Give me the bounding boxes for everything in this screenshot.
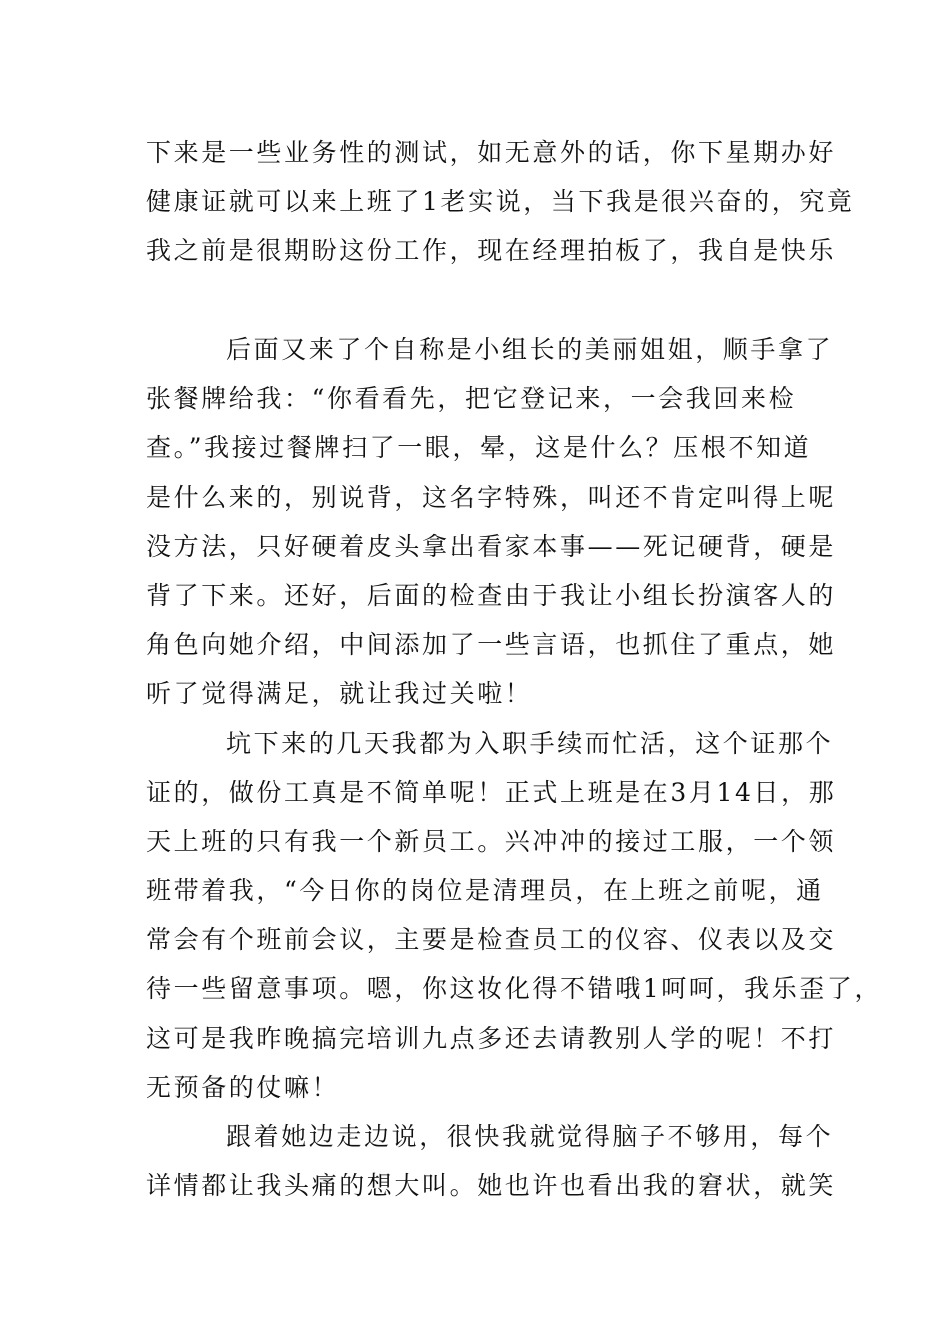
- text-line: 常会有个班前会议，主要是检查员工的仪容、仪表以及交: [146, 925, 837, 955]
- text-line: 健康证就可以来上班了1老实说，当下我是很兴奋的，究竟: [146, 187, 855, 217]
- text-line: 背了下来。还好，后面的检查由于我让小组长扮演客人的: [146, 580, 837, 610]
- text-line: 待一些留意事项。嗯，你这妆化得不错哦1呵呵，我乐歪了，: [146, 974, 883, 1004]
- text-line: 查。”我接过餐牌扫了一眼，晕，这是什么？压根不知道: [146, 433, 812, 463]
- text-line: 详情都让我头痛的想大叫。她也许也看出我的窘状，就笑: [146, 1171, 837, 1201]
- paragraph-first-line: 后面又来了个自称是小组长的美丽姐姐，顺手拿了: [226, 335, 834, 364]
- text-line: 天上班的只有我一个新员工。兴冲冲的接过工服，一个领: [146, 826, 837, 856]
- text-line: 角色向她介绍，中间添加了一些言语，也抓住了重点，她: [146, 630, 837, 660]
- paragraph-first-line: 坑下来的几天我都为入职手续而忙活，这个证那个: [226, 728, 834, 758]
- text-line: 下来是一些业务性的测试，如无意外的话，你下星期办好: [146, 138, 837, 167]
- text-block-main: [146, 325, 883, 1210]
- text-line: 张餐牌给我：“你看看先，把它登记来，一会我回来检: [146, 384, 797, 414]
- paragraph-first-line: 跟着她边走边说，很快我就觉得脑子不够用，每个: [226, 1122, 834, 1151]
- text-line: 听了觉得满足，就让我过关啦！: [146, 679, 533, 709]
- text-line: 证的，做份工真是不简单呢！正式上班是在3月14日，那: [146, 777, 837, 807]
- text-line: 没方法，只好硬着皮头拿出看家本事——死记硬背，硬是: [146, 531, 837, 561]
- text-line: 无预备的仗嘛！: [146, 1072, 340, 1102]
- text-line: 班带着我，“今日你的岗位是清理员，在上班之前呢，通: [146, 876, 824, 906]
- text-line: 我之前是很期盼这份工作，现在经理拍板了，我自是快乐: [146, 236, 837, 266]
- text-block-top: [146, 128, 855, 276]
- text-line: 这可是我昨晚搞完培训九点多还去请教别人学的呢！不打: [146, 1023, 837, 1053]
- text-line: 是什么来的，别说背，这名字特殊，叫还不肯定叫得上呢: [146, 482, 837, 512]
